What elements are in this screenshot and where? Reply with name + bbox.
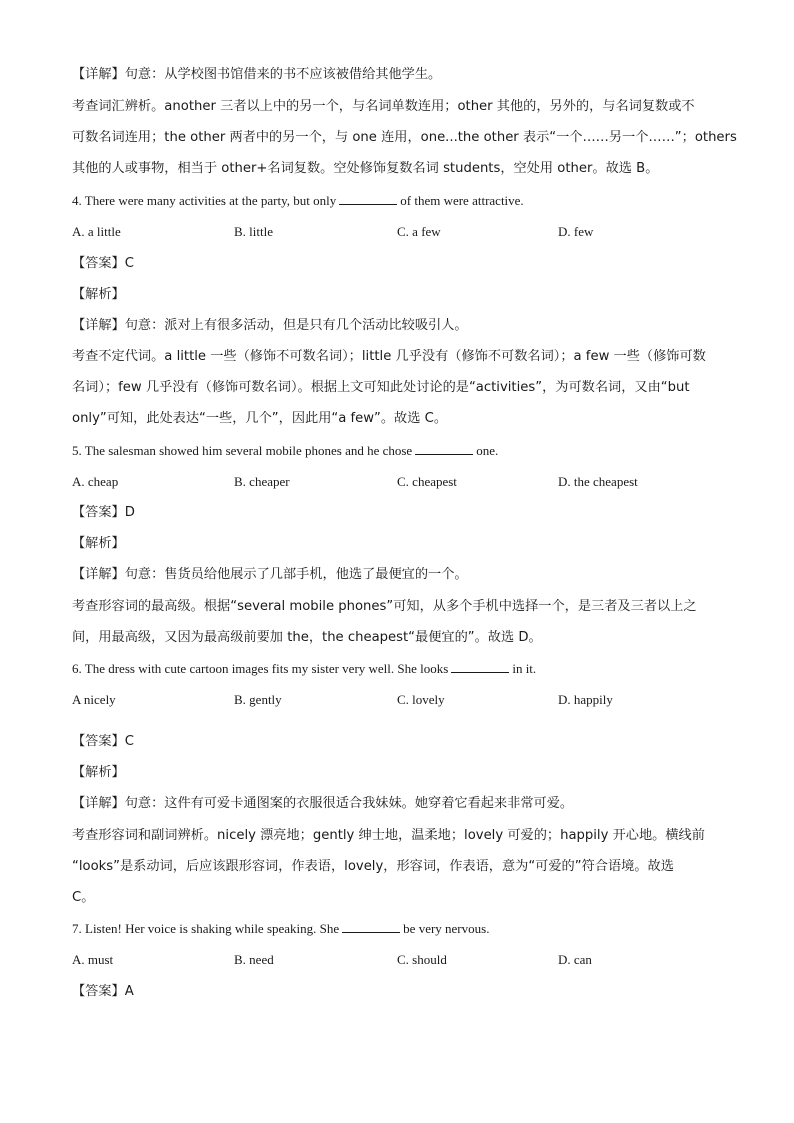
q4-stem-after: of them were attractive. — [400, 193, 524, 208]
q6-answer: 【答案】C — [72, 734, 134, 749]
q4-analysis-line-3: only”可知，此处表达“一些，几个”，因此用“a few”。故选 C。 — [72, 411, 448, 426]
q6-blank — [451, 662, 509, 673]
q5-detail: 【详解】句意：售货员给他展示了几部手机，他选了最便宜的一个。 — [72, 567, 468, 582]
q4-blank — [339, 194, 397, 205]
q4-analysis-line-2: 名词）；few 几乎没有（修饰可数名词）。根据上文可知此处讨论的是“activities”，为可数名词，又由“but — [72, 380, 690, 395]
q6-detail: 【详解】句意：这件有可爱卡通图案的衣服很适合我妹妹。她穿着它看起来非常可爱。 — [72, 796, 574, 811]
q5-blank — [415, 444, 473, 455]
q4-option-c: C. a few — [397, 224, 441, 239]
q5-stem-after: one. — [476, 443, 499, 458]
q6-stem-before: 6. The dress with cute cartoon images fits my sister very well. She looks — [72, 661, 449, 676]
q3-analysis-line-3: 其他的人或事物，相当于 other+名词复数。空处修饰复数名词 students，空处用 other。故选 B。 — [72, 161, 659, 176]
q6-option-b: B. gently — [234, 692, 282, 707]
q4-analysis-line-1: 考查不定代词。a little 一些（修饰不可数名词）；little 几乎没有（修饰不可数名词）；a few 一些（修饰可数 — [72, 349, 706, 364]
q5-analysis-label: 【解析】 — [72, 536, 125, 551]
q7-answer: 【答案】A — [72, 984, 134, 999]
q5-option-a: A. cheap — [72, 474, 119, 489]
q3-detail: 【详解】句意：从学校图书馆借来的书不应该被借给其他学生。 — [72, 67, 442, 82]
q7-option-b: B. need — [234, 952, 274, 967]
q6-analysis-label: 【解析】 — [72, 765, 125, 780]
q6-analysis-line-3: C。 — [72, 890, 95, 905]
q6-stem — [72, 661, 732, 677]
q6-analysis-line-2: “looks”是系动词，后应该跟形容词，作表语，lovely，形容词，作表语，意为“可爱的”符合语境。故选 — [72, 859, 674, 874]
q5-analysis-line-1: 考查形容词的最高级。根据“several mobile phones”可知，从多个手机中选择一个，是三者及三者以上之 — [72, 599, 697, 614]
q6-option-c: C. lovely — [397, 692, 445, 707]
q5-answer: 【答案】D — [72, 505, 135, 520]
q6-stem-after: in it. — [512, 661, 537, 676]
q4-answer: 【答案】C — [72, 256, 134, 271]
q6-analysis-line-1: 考查形容词和副词辨析。nicely 漂亮地；gently 绅士地，温柔地；lovely 可爱的；happily 开心地。横线前 — [72, 828, 705, 843]
q7-option-a: A. must — [72, 952, 114, 967]
q7-stem-after: be very nervous. — [403, 921, 490, 936]
q5-stem — [72, 443, 732, 459]
q5-analysis-line-2: 间，用最高级，又因为最高级前要加 the，the cheapest“最便宜的”。故选 D。 — [72, 630, 542, 645]
q4-detail: 【详解】句意：派对上有很多活动，但是只有几个活动比较吸引人。 — [72, 318, 468, 333]
q4-analysis-label: 【解析】 — [72, 287, 125, 302]
q5-option-c: C. cheapest — [397, 474, 457, 489]
q4-option-d: D. few — [558, 224, 594, 239]
q4-option-b: B. little — [234, 224, 273, 239]
q7-option-c: C. should — [397, 952, 447, 967]
q4-stem-before: 4. There were many activities at the party, but only — [72, 193, 337, 208]
q6-option-a: A nicely — [72, 692, 116, 707]
q5-stem-before: 5. The salesman showed him several mobile phones and he chose — [72, 443, 413, 458]
q4-stem — [72, 193, 732, 209]
q4-option-a: A. a little — [72, 224, 121, 239]
q7-blank — [342, 922, 400, 933]
q7-stem — [72, 921, 732, 937]
q7-option-d: D. can — [558, 952, 592, 967]
q3-analysis-line-2: 可数名词连用；the other 两者中的另一个，与 one 连用，one...the other 表示“一个……另一个……”；others — [72, 130, 737, 145]
q5-option-b: B. cheaper — [234, 474, 290, 489]
q3-analysis-line-1: 考查词汇辨析。another 三者以上中的另一个，与名词单数连用；other 其他的，另外的，与名词复数或不 — [72, 99, 695, 114]
q5-option-d: D. the cheapest — [558, 474, 638, 489]
q6-option-d: D. happily — [558, 692, 613, 707]
q7-stem-before: 7. Listen! Her voice is shaking while speaking. She — [72, 921, 340, 936]
